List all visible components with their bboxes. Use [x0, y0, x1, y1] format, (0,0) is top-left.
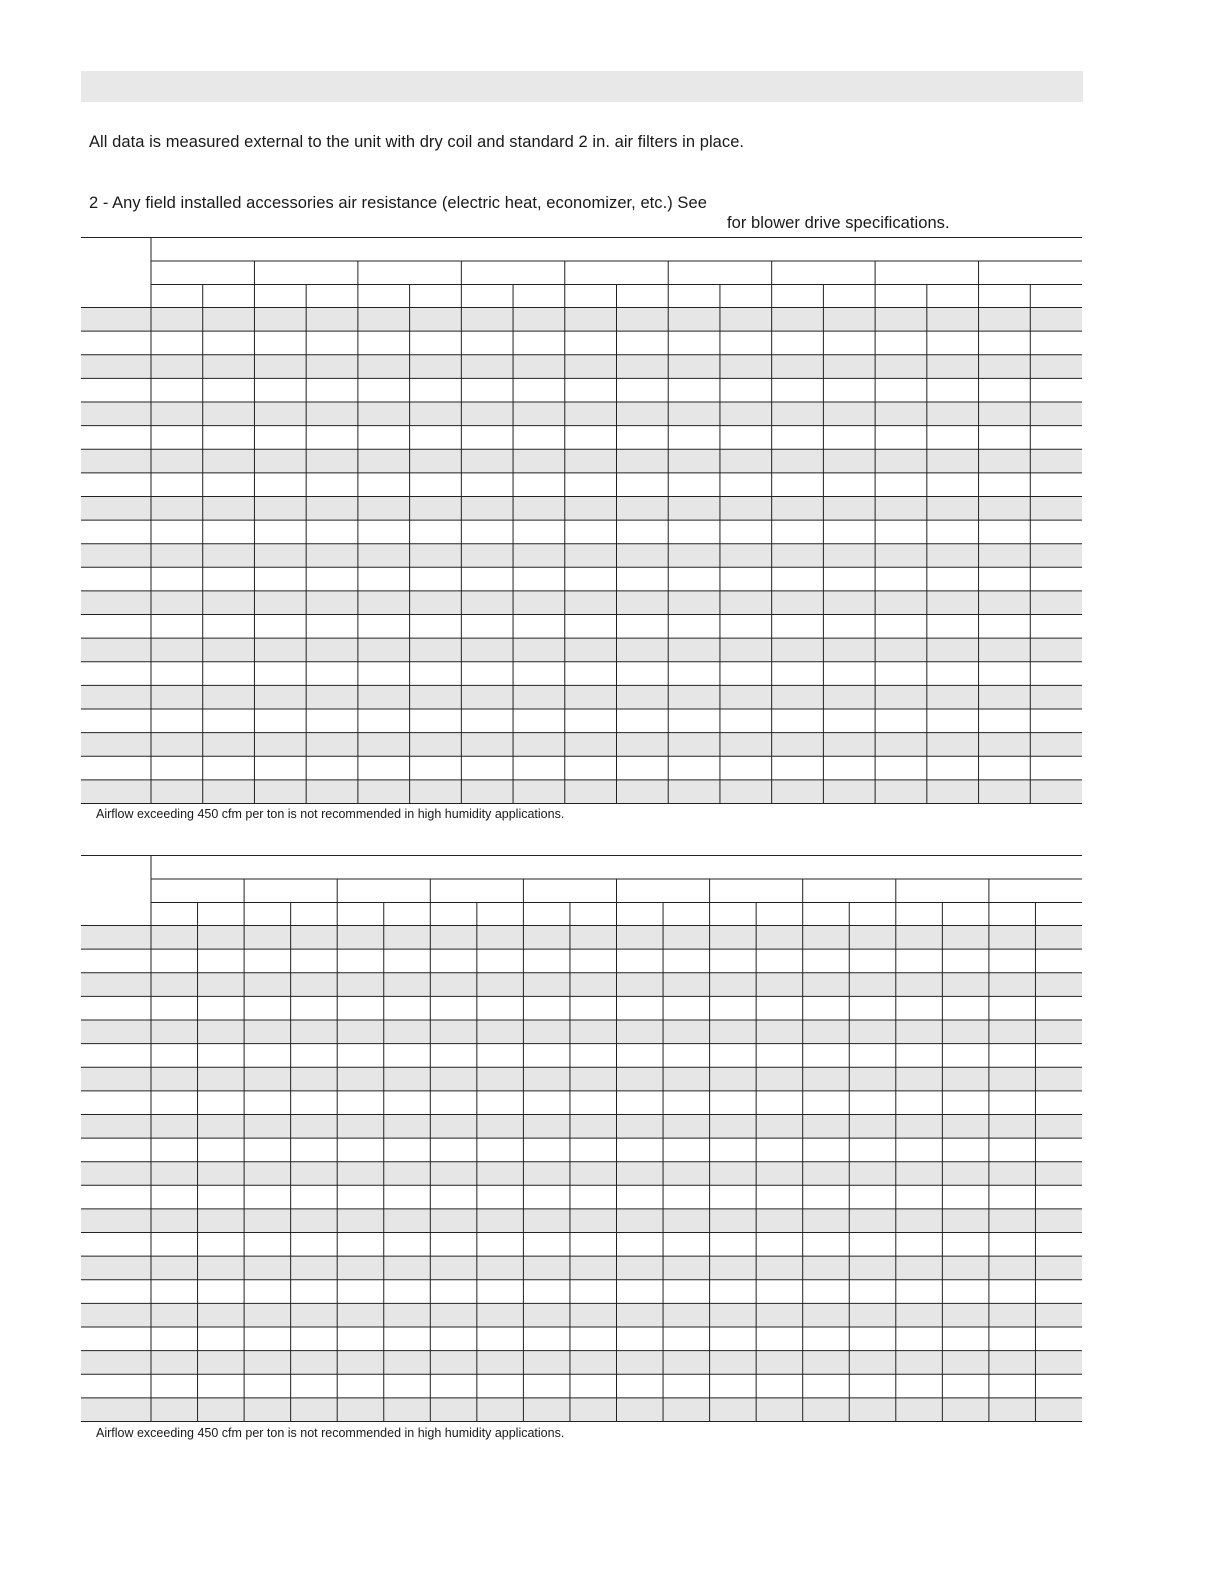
shaded-row [81, 973, 1082, 997]
shaded-row [81, 926, 1082, 950]
shaded-row [81, 1162, 1082, 1186]
shaded-row [81, 1303, 1082, 1327]
shaded-row [81, 1114, 1082, 1138]
shaded-row [81, 1398, 1082, 1422]
intro-line-2: 2 - Any field installed accessories air resistance (electric heat, economizer, etc.) See [89, 194, 707, 212]
shaded-row [81, 1351, 1082, 1375]
intro-line-1: All data is measured external to the unit with dry coil and standard 2 in. air filters in place. [89, 133, 745, 151]
table-2-footnote: Airflow exceeding 450 cfm per ton is not recommended in high humidity applications. [96, 1426, 565, 1440]
shaded-row [81, 1067, 1082, 1091]
shaded-row [81, 1256, 1082, 1280]
shaded-row [81, 1020, 1082, 1044]
intro-line-3: for blower drive specifications. [727, 214, 950, 232]
shaded-row [81, 1209, 1082, 1233]
table-1-footnote: Airflow exceeding 450 cfm per ton is not recommended in high humidity applications. [96, 807, 565, 821]
